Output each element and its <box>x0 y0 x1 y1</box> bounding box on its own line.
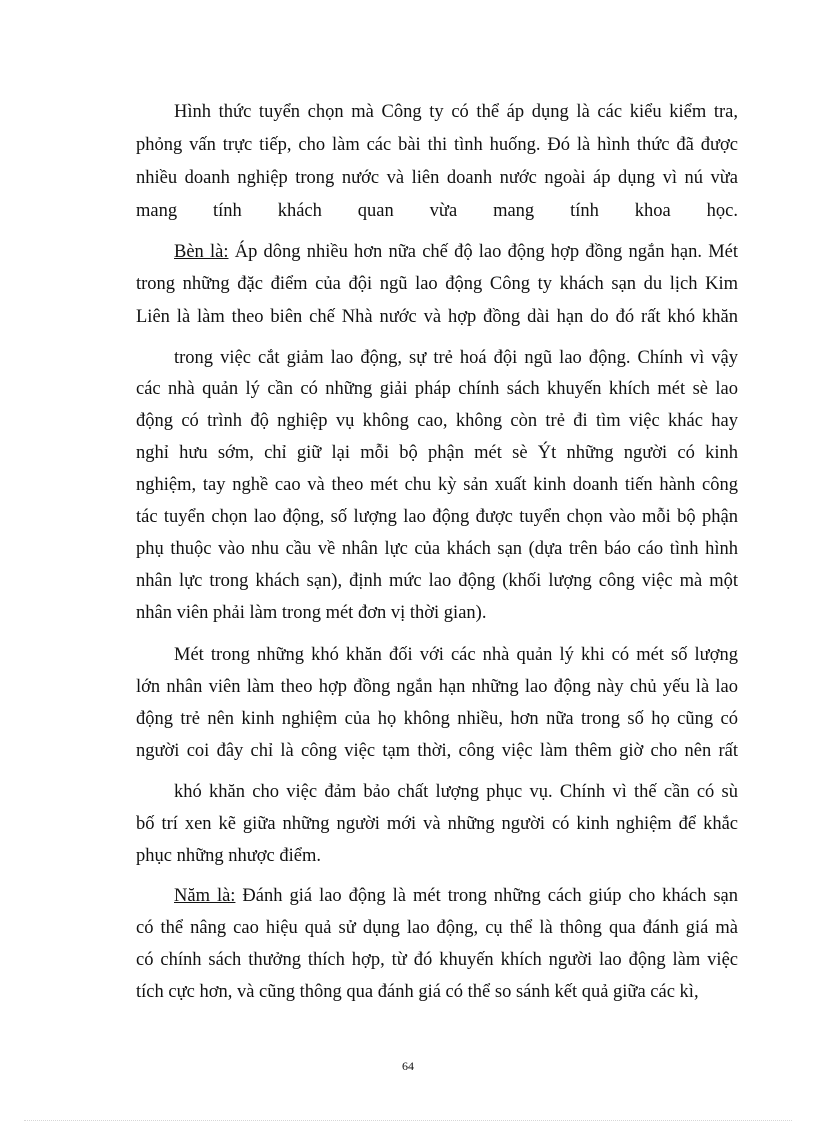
paragraph-1-line-4: mang tính khách quan vừa mang tính khoa học. <box>136 201 738 221</box>
paragraph-6-line-1 <box>174 884 738 908</box>
paragraph-4-line-1: Mét trong những khó khăn đối với các nhà quản lý khi có mét số lượng <box>174 645 738 665</box>
paragraph-5-line-2: bố trí xen kẽ giữa những người mới và những người có kinh nghiệm để khắc <box>136 814 738 834</box>
paragraph-3-line-6: tác tuyển chọn lao động, số lượng lao động được tuyển chọn vào mỗi bộ phận <box>136 507 738 527</box>
paragraph-2-line-1 <box>174 240 738 264</box>
paragraph-6-line-3: có chính sách thưởng thích hợp, từ đó khuyến khích người lao động làm việc <box>136 950 738 970</box>
paragraph-6-line-4: tích cực hơn, và cũng thông qua đánh giá có thể so sánh kết quả giữa các kì, <box>136 982 699 1002</box>
paragraph-3-line-7: phụ thuộc vào nhu cầu về nhân lực của khách sạn (dựa trên báo cáo tình hình <box>136 539 738 559</box>
paragraph-heading-ben-la: Bèn là: <box>174 242 229 262</box>
page-bottom-divider <box>24 1120 792 1121</box>
paragraph-3-line-8: nhân lực trong khách sạn), định mức lao động (khối lượng công việc mà một <box>136 571 738 591</box>
paragraph-4-line-3: động trẻ nên kinh nghiệm của họ không nhiều, hơn nữa trong số họ cũng có <box>136 709 738 729</box>
paragraph-5-line-1: khó khăn cho việc đảm bảo chất lượng phục vụ. Chính vì thế cần có sù <box>174 782 738 802</box>
paragraph-2-line-3: Liên là làm theo biên chế Nhà nước và hợp đồng dài hạn do đó rất khó khăn <box>136 307 738 327</box>
paragraph-6-line-2: có thể nâng cao hiệu quả sử dụng lao động, cụ thể là thông qua đánh giá mà <box>136 918 738 938</box>
paragraph-4-line-2: lớn nhân viên làm theo hợp đồng ngắn hạn những lao động này chủ yếu là lao <box>136 677 738 697</box>
paragraph-2-line-2: trong những đặc điểm của đội ngũ lao động Công ty khách sạn du lịch Kim <box>136 274 738 294</box>
paragraph-3-line-3: động có trình độ nghiệp vụ không cao, không còn trẻ đi tìm việc khác hay <box>136 411 738 431</box>
paragraph-3-line-9: nhân viên phải làm trong mét đơn vị thời gian). <box>136 603 487 623</box>
paragraph-3-line-1: trong việc cắt giảm lao động, sự trẻ hoá đội ngũ lao động. Chính vì vậy <box>174 348 738 368</box>
paragraph-5-line-3: phục những nhược điểm. <box>136 846 321 866</box>
paragraph-6-line-1-text: Đánh giá lao động là mét trong những cách giúp cho khách sạn <box>235 886 738 906</box>
paragraph-3-line-4: nghỉ hưu sớm, chỉ giữ lại mỗi bộ phận mét sè Ýt những người có kinh <box>136 443 738 463</box>
paragraph-1-line-3: nhiều doanh nghiệp trong nước và liên doanh nước ngoài áp dụng vì nú vừa <box>136 168 738 188</box>
paragraph-3-line-5: nghiệm, tay nghề cao và theo mét chu kỳ sản xuất kinh doanh tiến hành công <box>136 475 738 495</box>
paragraph-3-line-2: các nhà quản lý cần có những giải pháp chính sách khuyến khích mét sè lao <box>136 379 738 399</box>
page-number: 64 <box>402 1059 414 1073</box>
paragraph-4-line-4: người coi đây chỉ là công việc tạm thời, công việc làm thêm giờ cho nên rất <box>136 741 738 761</box>
paragraph-2-line-1-text: Áp dông nhiều hơn nữa chế độ lao động hợp đồng ngắn hạn. Mét <box>228 242 738 262</box>
paragraph-1-line-1: Hình thức tuyển chọn mà Công ty có thể áp dụng là các kiểu kiểm tra, <box>174 102 738 122</box>
paragraph-heading-nam-la: Năm là: <box>174 886 236 906</box>
paragraph-1-line-2: phỏng vấn trực tiếp, cho làm các bài thi tình huống. Đó là hình thức đã được <box>136 135 738 155</box>
